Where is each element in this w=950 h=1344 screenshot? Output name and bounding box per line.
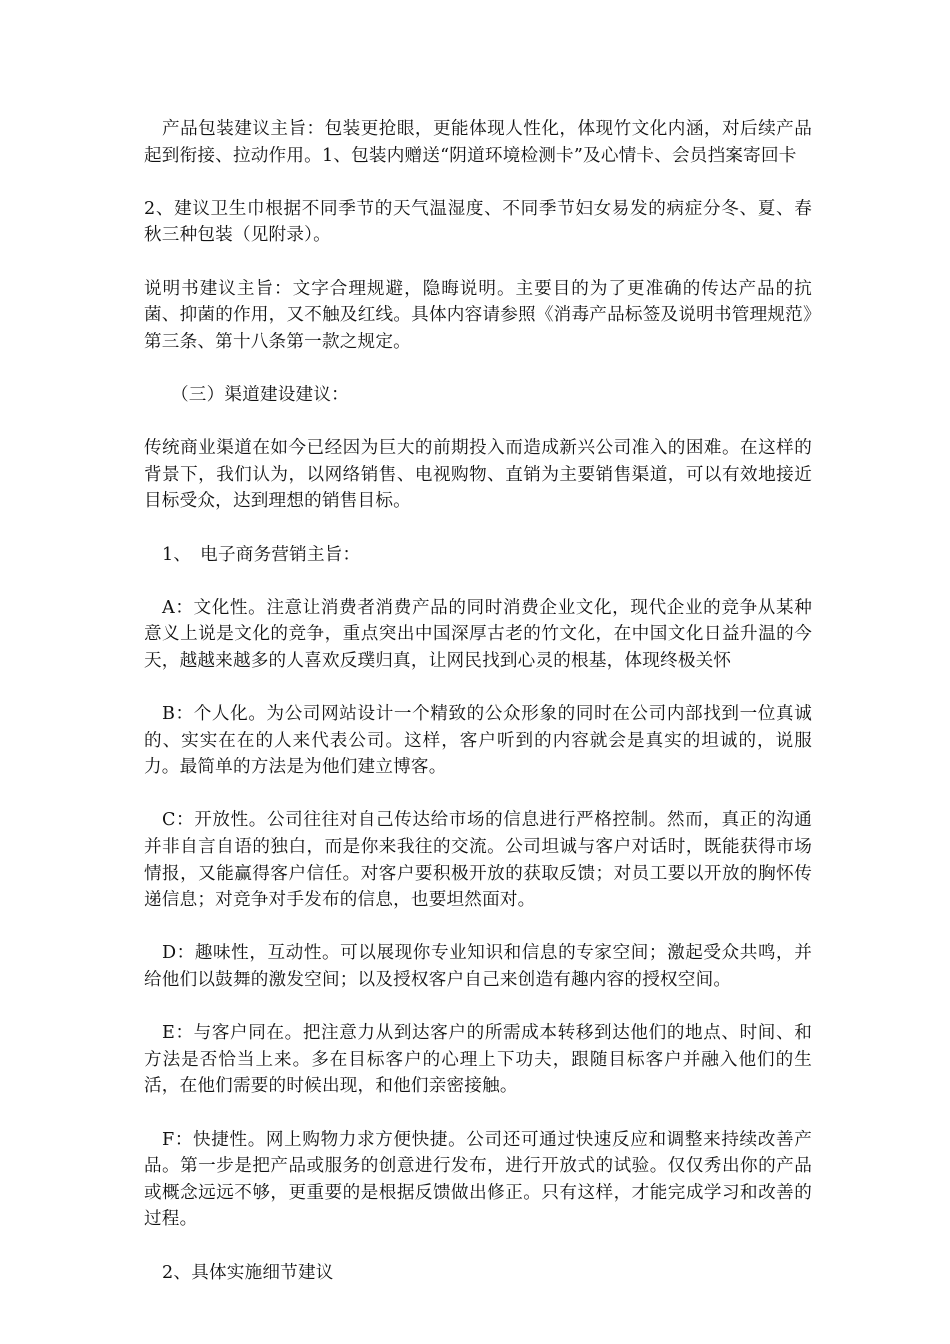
paragraph-gap xyxy=(144,568,812,595)
paragraph-gap xyxy=(144,674,812,701)
document-page xyxy=(144,116,812,1286)
heading-implementation: 2、具体实施细节建议 xyxy=(162,1262,334,1283)
paragraph-packaging-2: 2、建议卫生巾根据不同季节的天气温湿度、不同季节妇女易发的病症分冬、夏、春秋三种包装（见附录）。 xyxy=(144,198,812,246)
paragraph-gap xyxy=(144,1100,812,1127)
paragraph-point-c: C：开放性。公司往往对自己传达给市场的信息进行严格控制。然而，真正的沟通并非自言自语的独白，而是你来我往的交流。公司坦诚与客户对话时，既能获得市场情报，又能赢得客户信任。对客户要积极开放的获取反馈；对员工要以开放的胸怀传递信息；对竞争对手发布的信息，也要坦然面对。 xyxy=(144,810,812,911)
paragraph-gap xyxy=(144,994,812,1021)
paragraph-gap xyxy=(144,781,812,808)
paragraph-point-d: D：趣味性，互动性。可以展现你专业知识和信息的专家空间；激起受众共鸣，并给他们以鼓舞的激发空间；以及授权客户自己来创造有趣内容的授权空间。 xyxy=(144,943,812,990)
paragraph-gap xyxy=(144,169,812,196)
paragraph-gap xyxy=(144,1233,812,1260)
paragraph-point-e: E：与客户同在。把注意力从到达客户的所需成本转移到达他们的地点、时间、和方法是否恰当上来。多在目标客户的心理上下功夫，跟随目标客户并融入他们的生活，在他们需要的时候出现，和他们亲密接触。 xyxy=(144,1023,812,1097)
paragraph-point-f: F：快捷性。网上购物力求方便快捷。公司还可通过快速反应和调整来持续改善产品。第一步是把产品或服务的创意进行发布，进行开放式的试验。仅仅秀出你的产品或概念远远不够，更重要的是根据反馈做出修正。只有这样，才能完成学习和改善的过程。 xyxy=(144,1129,812,1230)
paragraph-point-a: A：文化性。注意让消费者消费产品的同时消费企业文化，现代企业的竞争从某种意义上说是文化的竞争，重点突出中国深厚古老的竹文化，在中国文化日益升温的今天，越越来越多的人喜欢反璞归真，让网民找到心灵的根基，体现终极关怀 xyxy=(144,597,812,671)
paragraph-packaging: 产品包装建议主旨：包装更抢眼，更能体现人性化，体现竹文化内涵，对后续产品起到衔接、拉动作用。1、包装内赠送“阴道环境检测卡”及心情卡、会员挡案寄回卡 xyxy=(144,119,812,166)
paragraph-gap xyxy=(144,409,812,436)
paragraph-gap xyxy=(144,515,812,542)
heading-ecommerce: 1、 电子商务营销主旨： xyxy=(162,544,361,565)
paragraph-gap xyxy=(144,914,812,941)
heading-channel: （三）渠道建设建议： xyxy=(171,384,349,405)
paragraph-gap xyxy=(144,249,812,276)
paragraph-point-b: B：个人化。为公司网站设计一个精致的公众形象的同时在公司内部找到一位真诚的、实实在在的人来代表公司。这样，客户听到的内容就会是真实的坦诚的，说服力。最简单的方法是为他们建立博客。 xyxy=(144,704,812,778)
paragraph-manual: 说明书建议主旨：文字合理规避，隐晦说明。主要目的为了更准确的传达产品的抗菌、抑菌的作用，又不触及红线。具体内容请参照《消毒产品标签及说明书管理规范》第三条、第十八条第一款之规定。 xyxy=(144,278,812,352)
paragraph-channel-intro: 传统商业渠道在如今已经因为巨大的前期投入而造成新兴公司准入的困难。在这样的背景下，我们认为，以网络销售、电视购物、直销为主要销售渠道，可以有效地接近目标受众，达到理想的销售目标。 xyxy=(144,438,812,512)
paragraph-gap xyxy=(144,355,812,382)
